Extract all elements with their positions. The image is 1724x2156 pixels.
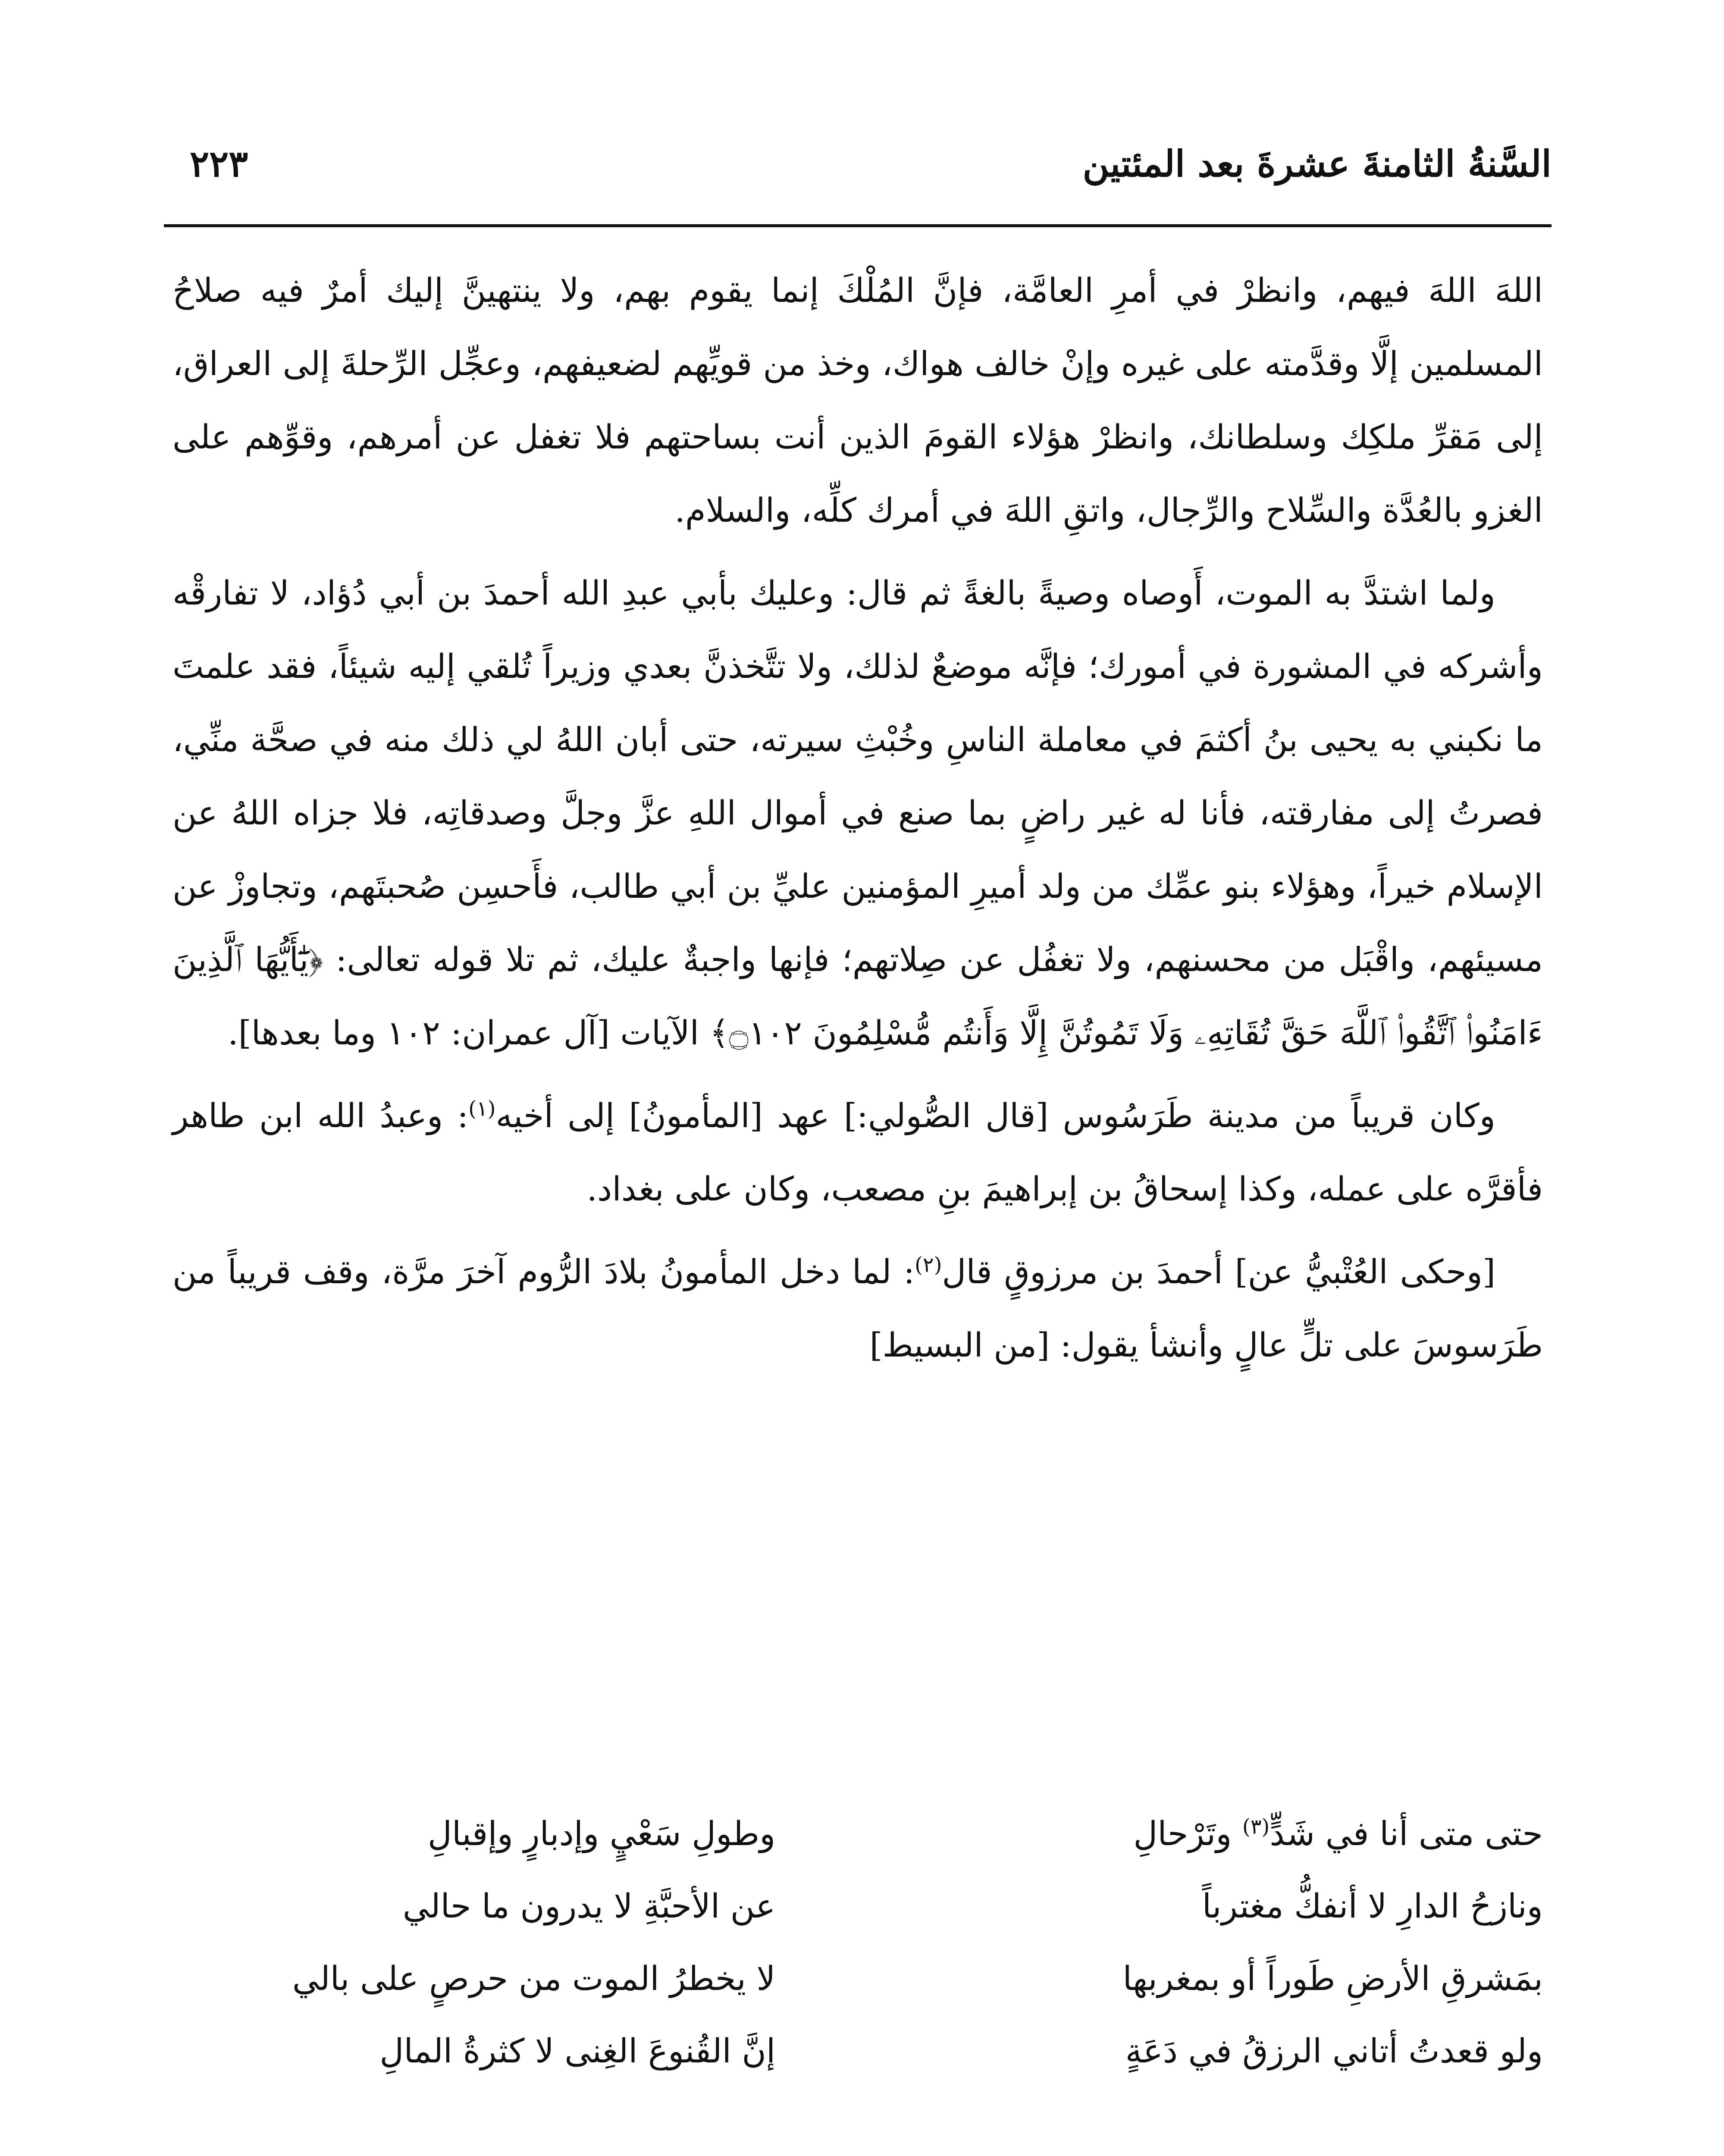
- hemistich-second: إنَّ القُنوعَ الغِنى لا كثرةُ المالِ: [379, 2032, 776, 2071]
- footnote-ref-3: (٣): [1242, 1814, 1270, 1839]
- paragraph-2: [172, 557, 1543, 1070]
- paragraph-4-text-a: [وحكى العُتْبيُّ عن] أحمدَ بن مرزوقٍ قال: [942, 1253, 1495, 1291]
- hemistich-first: [940, 1798, 1543, 1871]
- hemistich-first: بمَشرقِ الأرضِ طَوراً أو بمغربها: [1122, 1960, 1543, 1998]
- hemistich-first: ونازحُ الدارِ لا أنفكُّ مغترباً: [1202, 1887, 1543, 1926]
- poem-verse: [172, 2015, 1543, 2088]
- footnote-ref-2: (٢): [915, 1253, 942, 1277]
- quran-verse: ﴿يَٰٓأَيُّهَا ٱلَّذِينَ ءَامَنُوا۟ ٱتَّقُوا۟ ٱللَّهَ حَقَّ تُقَاتِهِۦ وَلَا تَمُوتُنَّ إِلَّا وَأَنتُم مُّسْلِمُونَ ۝١٠٢﴾: [172, 941, 1543, 1053]
- hemistich-second: لا يخطرُ الموت من حرصٍ على بالي: [292, 1960, 776, 1998]
- header-rule: [164, 224, 1552, 227]
- poem-verse: [172, 1798, 1543, 1871]
- paragraph-3-text-b: : وعبدُ الله ابن طاهر فأقرَّه على عمله، وكذا إسحاقُ بن إبراهيمَ بنِ مصعب، وكان على بغداد.: [172, 1097, 1543, 1209]
- footnote-ref-1: (١): [468, 1097, 496, 1121]
- paragraph-4: [172, 1236, 1543, 1382]
- page-header: [164, 138, 1552, 203]
- paragraph-3-text-a: وكان قريباً من مدينة طَرَسُوس [قال الصُّولي:] عهد [المأمونُ] إلى أخيه: [495, 1097, 1495, 1135]
- body-text: [172, 254, 1543, 1392]
- page-number: ٢٢٣: [190, 142, 248, 185]
- hemistich-first-text: حتى متى أنا في شَدٍّ: [1269, 1815, 1543, 1853]
- hemistich-first-text-end: وتَرْحالِ: [1133, 1815, 1242, 1853]
- paragraph-4-text-b: : لما دخل المأمونُ بلادَ الرُّوم آخرَ مرَّة، وقف قريباً من طَرَسوسَ على تلٍّ عالٍ وأنشأ يقول: [من البسيط]: [172, 1253, 1543, 1365]
- poem: [172, 1798, 1543, 2088]
- hemistich-first: ولو قعدتُ أتاني الرزقُ في دَعَةٍ: [1125, 2032, 1543, 2071]
- paragraph-1: اللهَ اللهَ فيهم، وانظرْ في أمرِ العامَّة، فإنَّ المُلْكَ إنما يقوم بهم، ولا ينتهينَّ إليك أمرٌ فيه صلاحُ المسلمين إلَّا وقدَّمته على غيره وإنْ خالف هواك، وخذ من قويِّهم لضعيفهم، وعجِّل الرِّحلةَ إلى العراق، إلى مَقرِّ ملكِك وسلطانك، وانظرْ هؤلاء القومَ الذين أنت بساحتهم فلا تغفل عن أمرهم، وقوِّهم على الغزو بالعُدَّة والسِّلاح والرِّجال، واتقِ اللهَ في أمرك كلِّه، والسلام.: [172, 272, 1543, 530]
- poem-verse: [172, 1871, 1543, 1943]
- verse-reference: الآيات [آل عمران: ١٠٢ وما بعدها].: [228, 1014, 710, 1053]
- running-title: السَّنةُ الثامنةَ عشرةَ بعد المئتين: [1082, 142, 1552, 185]
- hemistich-second: عن الأحبَّةِ لا يدرون ما حالي: [402, 1887, 776, 1926]
- poem-verse: [172, 1943, 1543, 2015]
- hemistich-second: وطولِ سَعْيٍ وإدبارٍ وإقبالِ: [427, 1815, 776, 1853]
- paragraph-2-text: ولما اشتدَّ به الموت، أَوصاه وصيةً بالغةً ثم قال: وعليك بأبي عبدِ الله أحمدَ بن أبي دُؤاد، لا تفارقْه وأشركه في المشورة في أمورك؛ فإنَّه موضعٌ لذلك، ولا تتَّخذنَّ بعدي وزيراً تُلقي إليه شيئاً، فقد علمتَ ما نكبني به يحيى بنُ أكثمَ في معاملة الناسِ وخُبْثِ سيرته، حتى أبان اللهُ لي ذلك منه في صحَّة منِّي، فصرتُ إلى مفارقته، فأنا له غير راضٍ بما صنع في أموال اللهِ عزَّ وجلَّ وصدقاتِه، فلا جزاه اللهُ عن الإسلام خيراً، وهؤلاء بنو عمِّك من ولد أميرِ المؤمنين عليِّ بن أبي طالب، فأَحسِن صُحبتَهم، وتجاوزْ عن مسيئهم، واقْبَل من محسنهم، ولا تغفُل عن صِلاتهم؛ فإنها واجبةٌ عليك، ثم تلا قوله تعالى:: [172, 574, 1543, 979]
- paragraph-3: [172, 1080, 1543, 1226]
